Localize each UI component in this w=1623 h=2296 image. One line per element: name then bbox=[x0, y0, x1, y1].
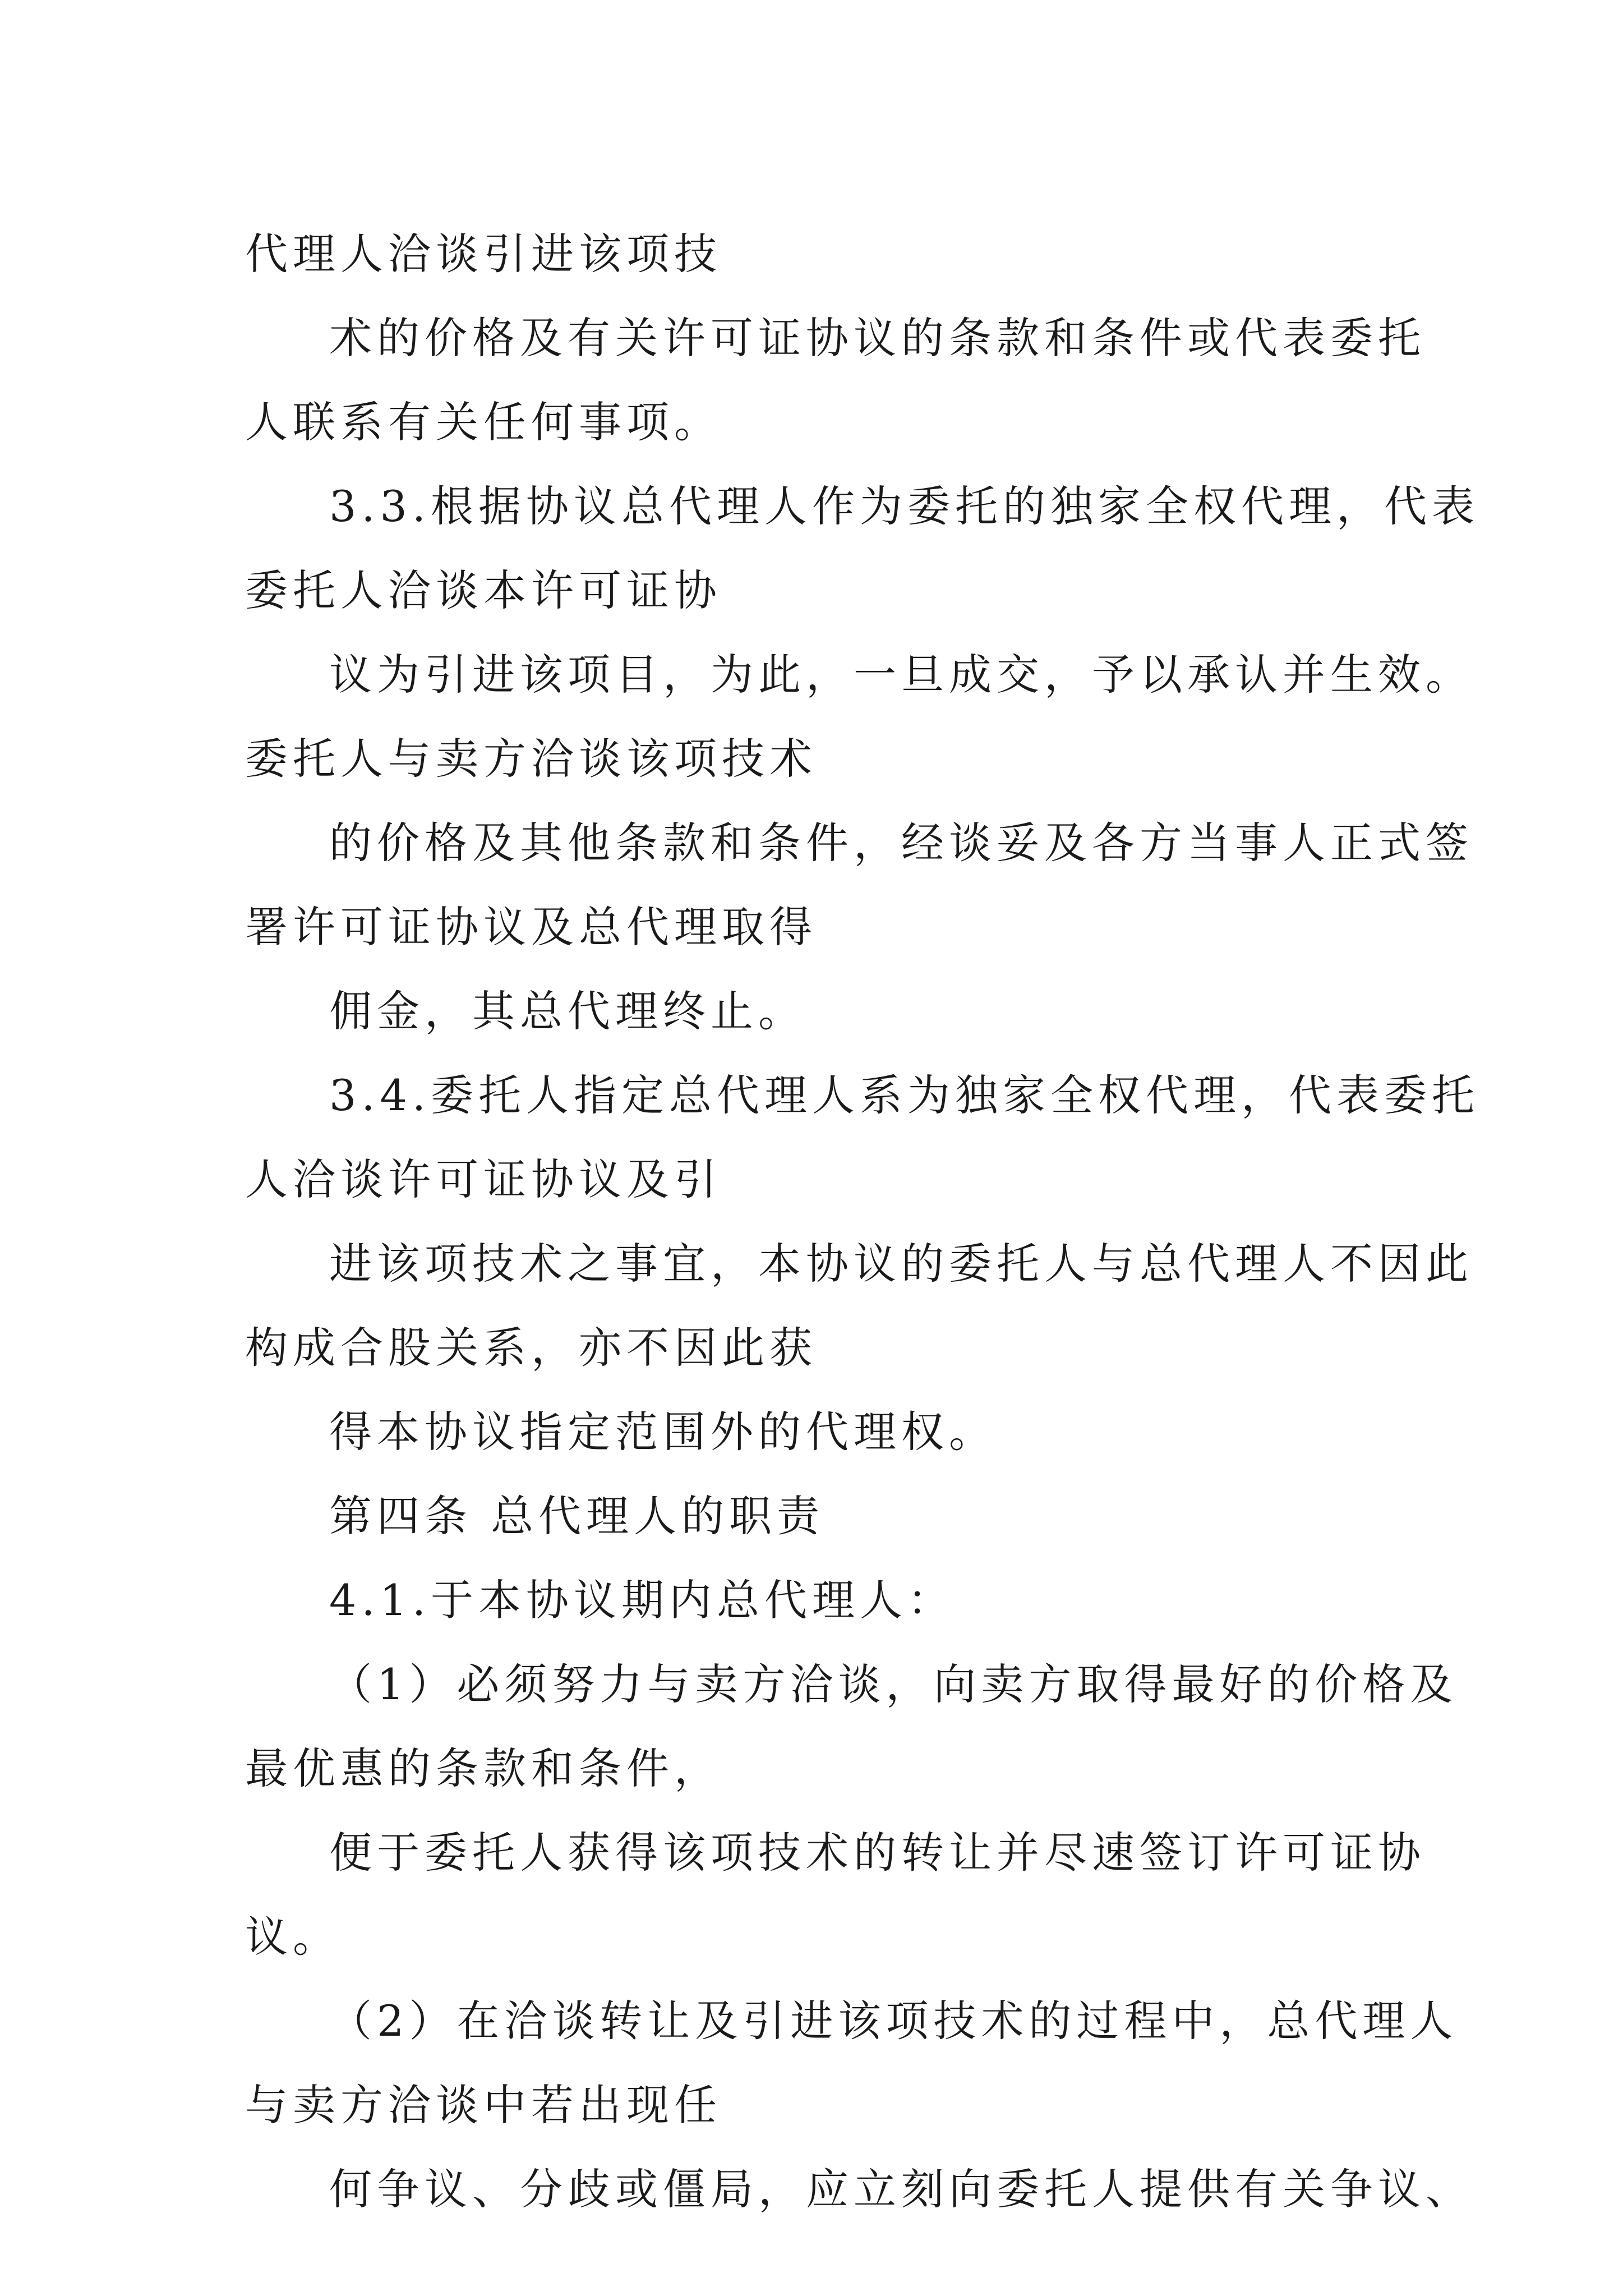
text-line: 3.3.根据协议总代理人作为委托的独家全权代理，代表 bbox=[329, 481, 1480, 531]
text-line: 人联系有关任何事项。 bbox=[245, 397, 722, 447]
text-line: 人洽谈许可证协议及引 bbox=[245, 1154, 722, 1204]
text-line: 佣金，其总代理终止。 bbox=[329, 986, 806, 1036]
text-line: 委托人洽谈本许可证协 bbox=[245, 565, 722, 615]
text-line: 议。 bbox=[245, 1912, 340, 1962]
text-line: 第四条 总代理人的职责 bbox=[329, 1491, 825, 1541]
text-line: 4.1.于本协议期内总代理人： bbox=[329, 1575, 956, 1625]
text-line: 议为引进该项目，为此，一旦成交，予以承认并生效。 bbox=[329, 650, 1473, 700]
text-line: 便于委托人获得该项技术的转让并尽速签订许可证协 bbox=[329, 1828, 1426, 1878]
text-line: 术的价格及有关许可证协议的条款和条件或代表委托 bbox=[329, 313, 1426, 363]
text-line: 3.4.委托人指定总代理人系为独家全权代理，代表委托 bbox=[329, 1070, 1480, 1120]
text-line: （2）在洽谈转让及引进该项技术的过程中，总代理人 bbox=[329, 1996, 1458, 2046]
text-line: 的价格及其他条款和条件，经谈妥及各方当事人正式签 bbox=[329, 818, 1473, 868]
text-line: 最优惠的条款和条件， bbox=[245, 1743, 722, 1793]
text-line: 构成合股关系，亦不因此获 bbox=[245, 1323, 817, 1373]
text-line: 与卖方洽谈中若出现任 bbox=[245, 2080, 722, 2130]
text-line: 委托人与卖方洽谈该项技术 bbox=[245, 734, 817, 784]
text-line: 署许可证协议及总代理取得 bbox=[245, 902, 817, 952]
document-body bbox=[245, 212, 1480, 2231]
text-line: 何争议、分歧或僵局，应立刻向委托人提供有关争议、 bbox=[329, 2164, 1473, 2214]
text-line: （1）必须努力与卖方洽谈，向卖方取得最好的价格及 bbox=[329, 1659, 1458, 1709]
text-line: 代理人洽谈引进该项技 bbox=[245, 229, 722, 279]
text-line: 进该项技术之事宜，本协议的委托人与总代理人不因此 bbox=[329, 1239, 1473, 1289]
text-line: 得本协议指定范围外的代理权。 bbox=[329, 1407, 997, 1457]
